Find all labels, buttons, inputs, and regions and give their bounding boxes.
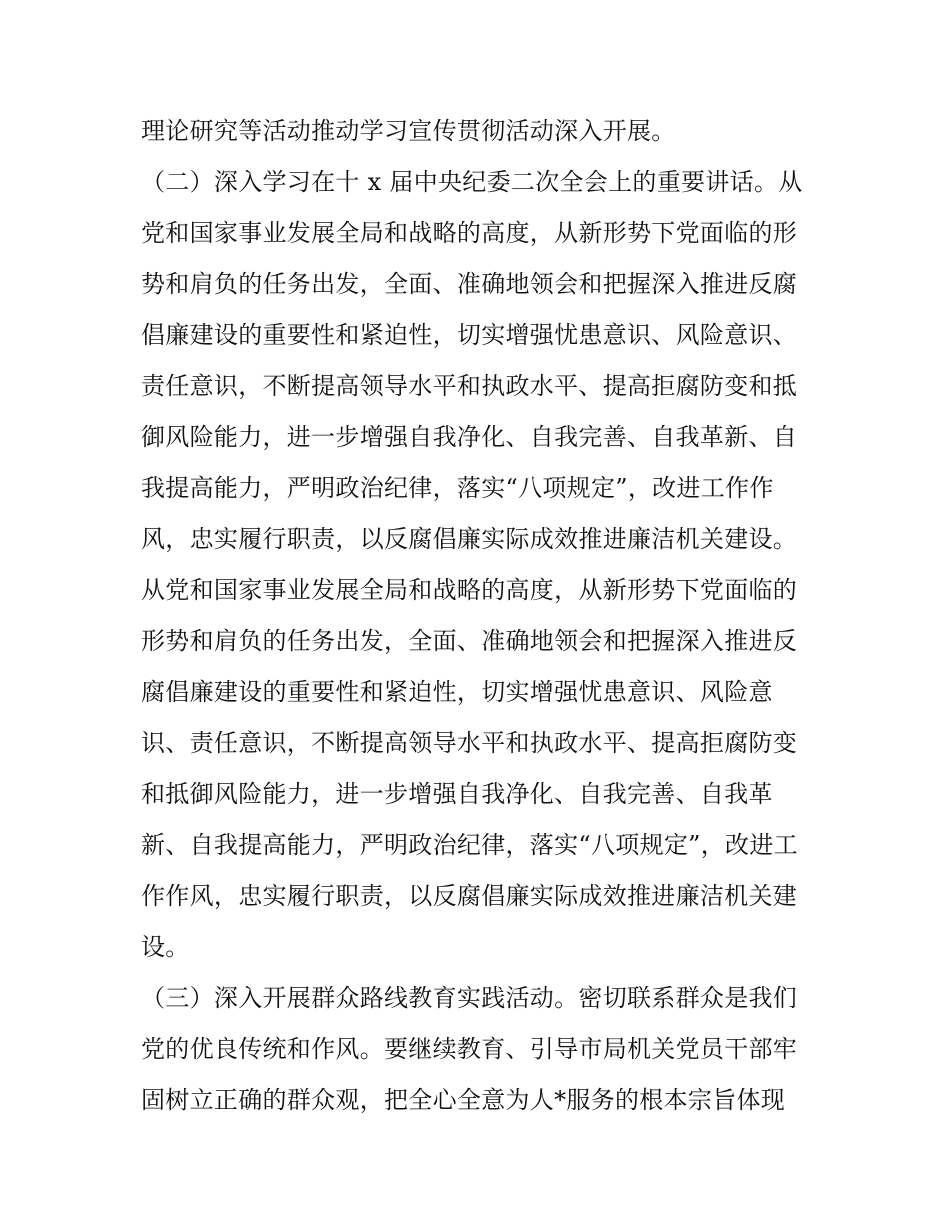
text-line: （三）深入开展群众路线教育实践活动。密切联系群众是我们 xyxy=(141,984,798,1012)
text-line: 责任意识，不断提高领导水平和执政水平、提高拒腐防变和抵 xyxy=(141,372,798,400)
text-line: （二）深入学习在十 x 届中央纪委二次全会上的重要讲话。从 xyxy=(141,168,803,196)
text-line: 风，忠实履行职责，以反腐倡廉实际成效推进廉洁机关建设。 xyxy=(141,525,798,553)
text-line: 我提高能力，严明政治纪律，落实“八项规定”，改进工作作 xyxy=(141,474,774,502)
text-line: 作作风，忠实履行职责，以反腐倡廉实际成效推进廉洁机关建 xyxy=(141,882,798,910)
text-line: 形势和肩负的任务出发，全面、准确地领会和把握深入推进反 xyxy=(141,627,798,655)
text-line: 党的优良传统和作风。要继续教育、引导市局机关党员干部牢 xyxy=(141,1035,798,1063)
text-line: 固树立正确的群众观，把全心全意为人*服务的根本宗旨体现 xyxy=(141,1086,786,1114)
text-line: 腐倡廉建设的重要性和紧迫性，切实增强忧患意识、风险意 xyxy=(141,678,773,706)
text-line: 新、自我提高能力，严明政治纪律，落实“八项规定”，改进工 xyxy=(141,831,798,859)
text-line: 势和肩负的任务出发，全面、准确地领会和把握深入推进反腐 xyxy=(141,270,798,298)
text-line: 倡廉建设的重要性和紧迫性，切实增强忧患意识、风险意识、 xyxy=(141,321,798,349)
body-text xyxy=(141,106,821,1126)
text-line: 和抵御风险能力，进一步增强自我净化、自我完善、自我革 xyxy=(141,780,773,808)
text-line: 识、责任意识，不断提高领导水平和执政水平、提高拒腐防变 xyxy=(141,729,798,757)
text-line: 御风险能力，进一步增强自我净化、自我完善、自我革新、自 xyxy=(141,423,798,451)
text-line: 理论研究等活动推动学习宣传贯彻活动深入开展。 xyxy=(141,117,676,145)
text-line: 党和国家事业发展全局和战略的高度，从新形势下党面临的形 xyxy=(141,219,798,247)
text-line: 从党和国家事业发展全局和战略的高度，从新形势下党面临的 xyxy=(141,576,798,604)
text-line: 设。 xyxy=(141,933,190,961)
